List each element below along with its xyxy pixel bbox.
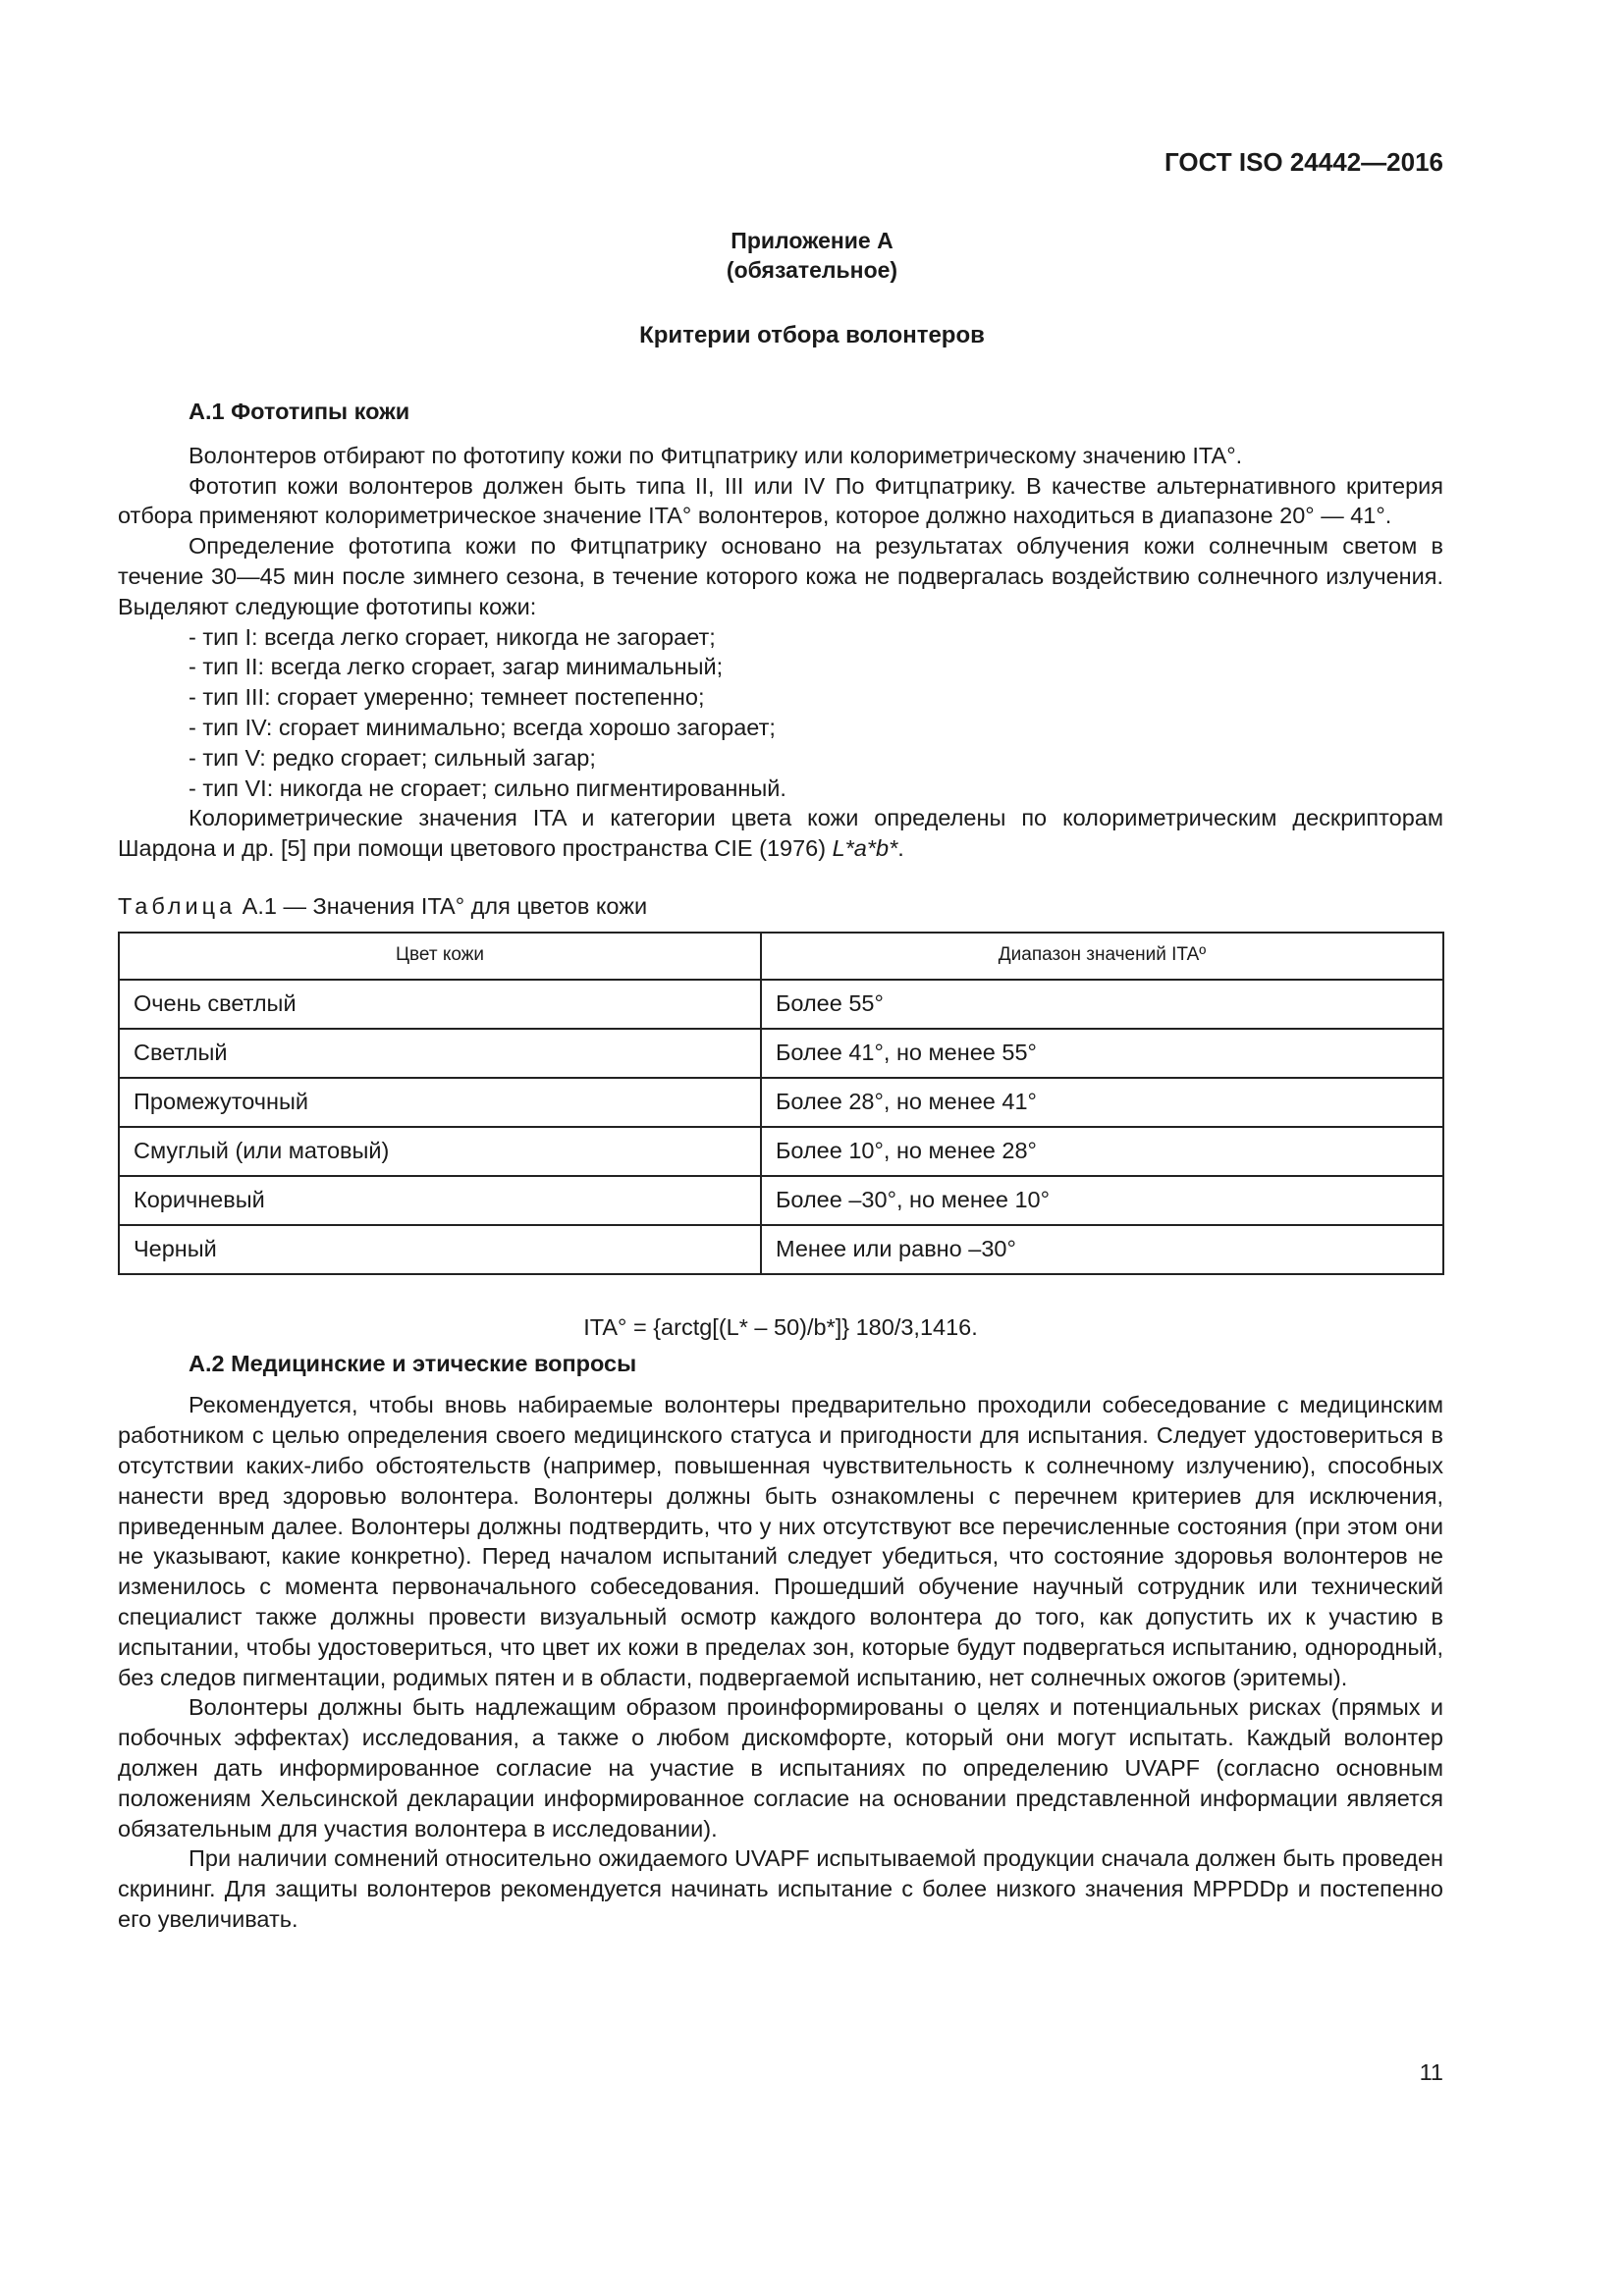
a2-paragraph-1: Рекомендуется, чтобы вновь набираемые волонтеры предварительно проходили собеседование с медицинским работником с целью определения своего медицинского статуса и пригодности для испытания. Следует удостовериться в отсутствии каких-либо обстоятельств (например, повышенная чувствительность к солнечному излучению), способных нанести вред здоровью волонтера. Волонтеры должны быть ознакомлены с перечнем критериев для исключения, приведенным далее. Волонтеры должны подтвердить, что у них отсутствуют все перечисленные состояния (при этом они не указывают, какие конкретно). Перед началом испытаний следует убедиться, что состояние здоровья волонтеров не изменилось с момента первоначального собеседования. Прошедший обучение научный сотрудник или технический специалист также должны провести визуальный осмотр каждого волонтера до того, как допустить их к участию в испытании, чтобы удостовериться, что цвет их кожи в пределах зон, которые будут подвергаться испытанию, однородный, без следов пигментации, родимых пятен и в области, подвергаемой испытанию, нет солнечных ожогов (эритемы). — [118, 1392, 1443, 1690]
list-item: - тип III: сгорает умеренно; темнеет постепенно; — [189, 684, 705, 711]
table-cell: Менее или равно –30° — [761, 1225, 1443, 1274]
list-item: - тип V: редко сгорает; сильный загар; — [189, 744, 596, 771]
appendix-heading: Критерии отбора волонтеров — [639, 322, 985, 348]
table-row — [119, 1029, 1443, 1078]
ita-formula: ITA° = {arctg[(L* – 50)/b*]} 180/3,1416. — [583, 1313, 978, 1340]
a1-paragraph-2: Фототип кожи волонтеров должен быть типа II, III или IV По Фитцпатрику. В качестве альтернативного критерия отбора применяют колориметрическое значение ITA° волонтеров, которое должно находиться в диапазоне 20° — 41°. — [118, 472, 1443, 529]
table-cell: Смуглый (или матовый) — [119, 1127, 761, 1176]
ita-table — [118, 932, 1444, 1275]
a1-paragraph-4: Колориметрические значения ITA и категории цвета кожи определены по колориметрическим дескрипторам Шардона и др. [5] при помощи цветового пространства CIE (1976) L*a*b*. — [118, 805, 1443, 862]
standard-designation: ГОСТ ISO 24442—2016 — [1164, 147, 1443, 177]
phototype-list — [118, 622, 1443, 804]
a2-paragraph-2: Волонтеры должны быть надлежащим образом проинформированы о целях и потенциальных рисках (прямых и побочных эффектах) исследования, а также о любом дискомфорте, который они могут испытать. Каждый волонтер должен дать информированное согласие на участие в испытаниях по определению UVAPF (согласно основным положениям Хельсинской декларации информированное согласие на основании представленной информации является обязательным для участия волонтера в исследовании). — [118, 1694, 1443, 1842]
list-item: - тип I: всегда легко сгорает, никогда не загорает; — [189, 623, 716, 650]
table-row — [119, 980, 1443, 1029]
table-caption: Таблица А.1 — Значения ITA° для цветов кожи — [118, 892, 648, 919]
table-cell: Более 55° — [761, 980, 1443, 1029]
table-cell: Более 10°, но менее 28° — [761, 1127, 1443, 1176]
section-a2-title: А.2 Медицинские и этические вопросы — [189, 1350, 637, 1376]
a2-paragraph-3: При наличии сомнений относительно ожидаемого UVAPF испытываемой продукции сначала должен быть проведен скрининг. Для защиты волонтеров рекомендуется начинать испытание с более низкого значения MPPDDp и постепенно его увеличивать. — [118, 1845, 1443, 1932]
table-row — [119, 1127, 1443, 1176]
appendix-status: (обязательное) — [726, 257, 898, 283]
table-row — [119, 1078, 1443, 1127]
table-row — [119, 1176, 1443, 1225]
section-a1-title: А.1 Фототипы кожи — [189, 399, 410, 424]
page-number: 11 — [1419, 2059, 1443, 2085]
list-item: - тип II: всегда легко сгорает, загар минимальный; — [189, 654, 724, 680]
list-item: - тип IV: сгорает минимально; всегда хорошо загорает; — [189, 714, 776, 740]
table-row — [119, 1225, 1443, 1274]
table-cell: Очень светлый — [119, 980, 761, 1029]
a1-paragraph-3: Определение фототипа кожи по Фитцпатрику основано на результатах облучения кожи солнечным светом в течение 30—45 мин после зимнего сезона, в течение которого кожа не подвергалась воздействию солнечного излучения. Выделяют следующие фототипы кожи: — [118, 533, 1443, 619]
table-header-cell: Диапазон значений ITAº — [761, 933, 1443, 980]
table-cell: Светлый — [119, 1029, 761, 1078]
table-cell: Более 41°, но менее 55° — [761, 1029, 1443, 1078]
table-cell: Черный — [119, 1225, 761, 1274]
a1-paragraph-1: Волонтеров отбирают по фототипу кожи по Фитцпатрику или колориметрическому значению ITA°. — [189, 442, 1243, 468]
list-item: - тип VI: никогда не сгорает; сильно пигментированный. — [189, 774, 786, 801]
lab-notation: L*a*b* — [832, 835, 898, 862]
table-cell: Коричневый — [119, 1176, 761, 1225]
appendix-title: Приложение А — [731, 228, 893, 253]
table-header-cell: Цвет кожи — [119, 933, 761, 980]
table-cell: Более 28°, но менее 41° — [761, 1078, 1443, 1127]
table-header-row — [119, 933, 1443, 980]
table-cell: Более –30°, но менее 10° — [761, 1176, 1443, 1225]
table-cell: Промежуточный — [119, 1078, 761, 1127]
main-content — [118, 397, 1443, 1935]
